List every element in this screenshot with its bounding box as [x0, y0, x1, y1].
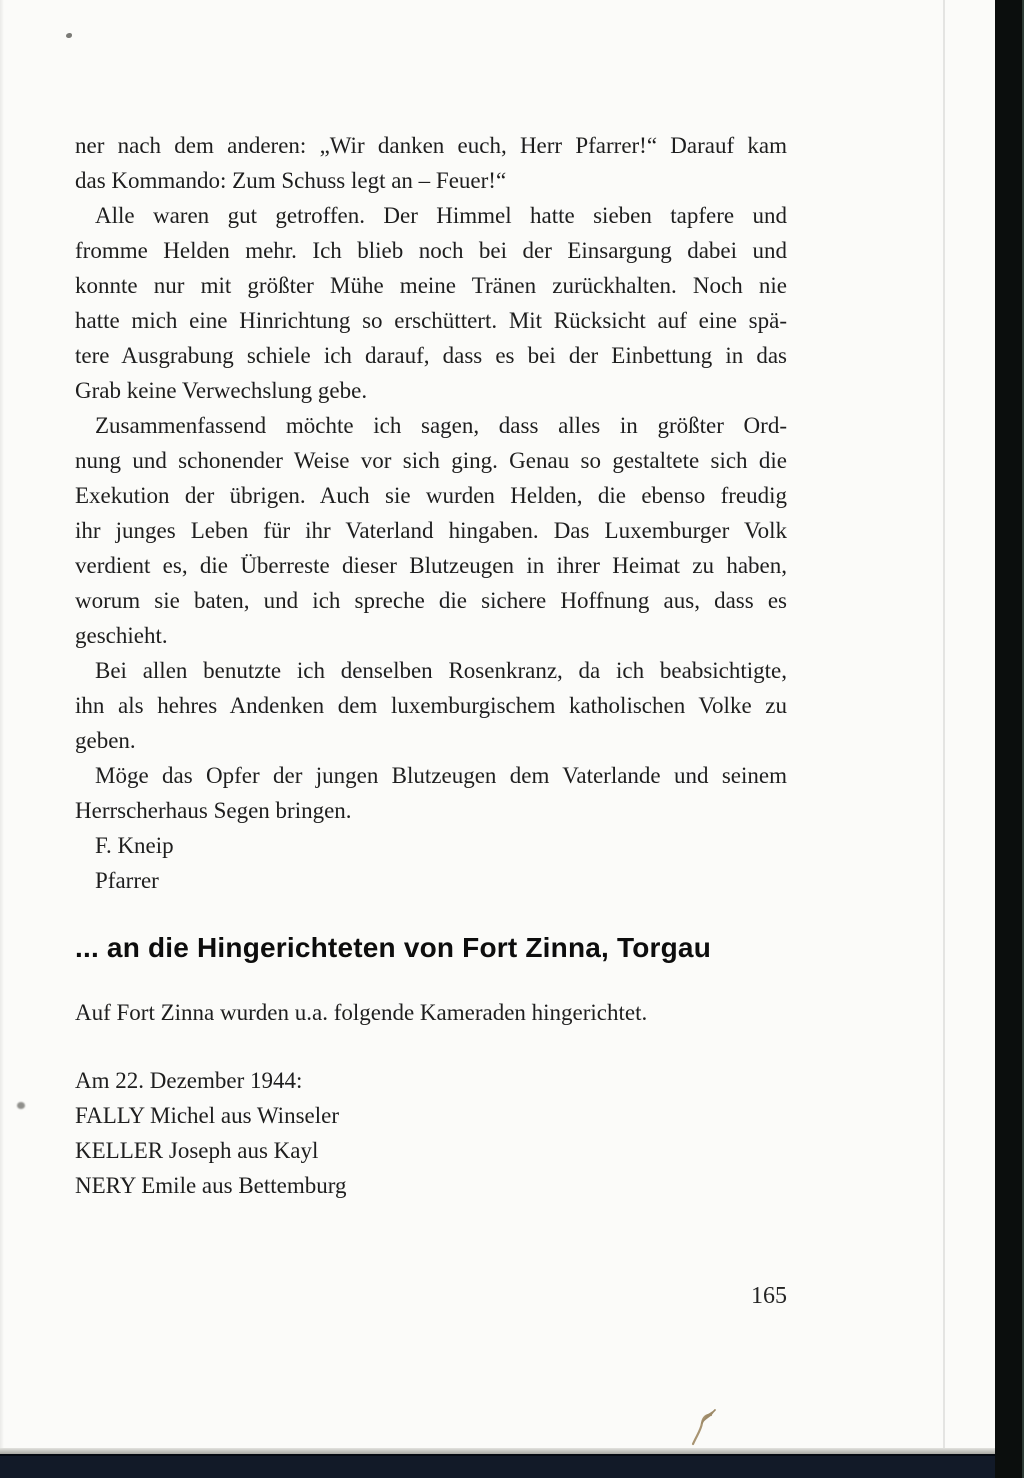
- body-line: verdient es, die Überreste dieser Blutzeugen in ihrer Heimat zu haben,: [75, 553, 787, 578]
- page-edge-crease-line: [943, 0, 945, 1478]
- body-line: ihn als hehres Andenken dem luxemburgischem katholischen Volke zu: [75, 693, 787, 718]
- signature-title: Pfarrer: [95, 868, 159, 893]
- body-line: Möge das Opfer der jungen Blutzeugen dem Vaterlande und seinem: [95, 763, 787, 788]
- scan-bottom-band: [0, 1454, 1024, 1478]
- body-line: geben.: [75, 728, 136, 753]
- body-line: Alle waren gut getroffen. Der Himmel hatte sieben tapfere und: [95, 203, 787, 228]
- body-line: Grab keine Verwechslung gebe.: [75, 378, 368, 403]
- signature-name: F. Kneip: [95, 833, 174, 858]
- body-line: konnte nur mit größter Mühe meine Tränen zurückhalten. Noch nie: [75, 273, 787, 298]
- body-line: Zusammenfassend möchte ich sagen, dass alles in größter Ord-: [95, 413, 787, 438]
- body-line: ihr junges Leben für ihr Vaterland hingaben. Das Luxemburger Volk: [75, 518, 787, 543]
- executed-name-line: KELLER Joseph aus Kayl: [75, 1138, 319, 1163]
- body-line: ner nach dem anderen: „Wir danken euch, Herr Pfarrer!“ Darauf kam: [75, 133, 787, 158]
- body-line: hatte mich eine Hinrichtung so erschüttert. Mit Rücksicht auf eine spä-: [75, 308, 787, 333]
- body-line: Bei allen benutzte ich denselben Rosenkranz, da ich beabsichtigte,: [95, 658, 787, 683]
- scan-left-edge-shade: [0, 0, 4, 1478]
- scan-speck: [66, 33, 72, 38]
- body-line: worum sie baten, und ich spreche die sichere Hoffnung aus, dass es: [75, 588, 787, 613]
- section-heading: ... an die Hingerichteten von Fort Zinna, Torgau: [75, 932, 712, 963]
- intro-line: Auf Fort Zinna wurden u.a. folgende Kameraden hingerichtet.: [75, 1000, 648, 1025]
- body-line: fromme Helden mehr. Ich blieb noch bei der Einsargung dabei und: [75, 238, 787, 263]
- body-line: tere Ausgrabung schiele ich darauf, dass es bei der Einbettung in das: [75, 343, 787, 368]
- execution-date-line: Am 22. Dezember 1944:: [75, 1068, 303, 1093]
- body-line: das Kommando: Zum Schuss legt an – Feuer!“: [75, 168, 507, 193]
- text-block: [75, 128, 787, 1203]
- body-line: nung und schonender Weise vor sich ging. Genau so gestaltete sich die: [75, 448, 787, 473]
- executed-name-line: FALLY Michel aus Winseler: [75, 1103, 339, 1128]
- body-line: Herrscherhaus Segen bringen.: [75, 798, 352, 823]
- scan-right-band: [995, 0, 1024, 1478]
- page-number: 165: [751, 1283, 787, 1309]
- body-line: geschieht.: [75, 623, 168, 648]
- executed-name-line: NERY Emile aus Bettemburg: [75, 1173, 347, 1198]
- body-line: Exekution der übrigen. Auch sie wurden Helden, die ebenso freudig: [75, 483, 787, 508]
- scan-speck: [17, 1102, 25, 1109]
- scan-fiber-mark: [686, 1404, 722, 1448]
